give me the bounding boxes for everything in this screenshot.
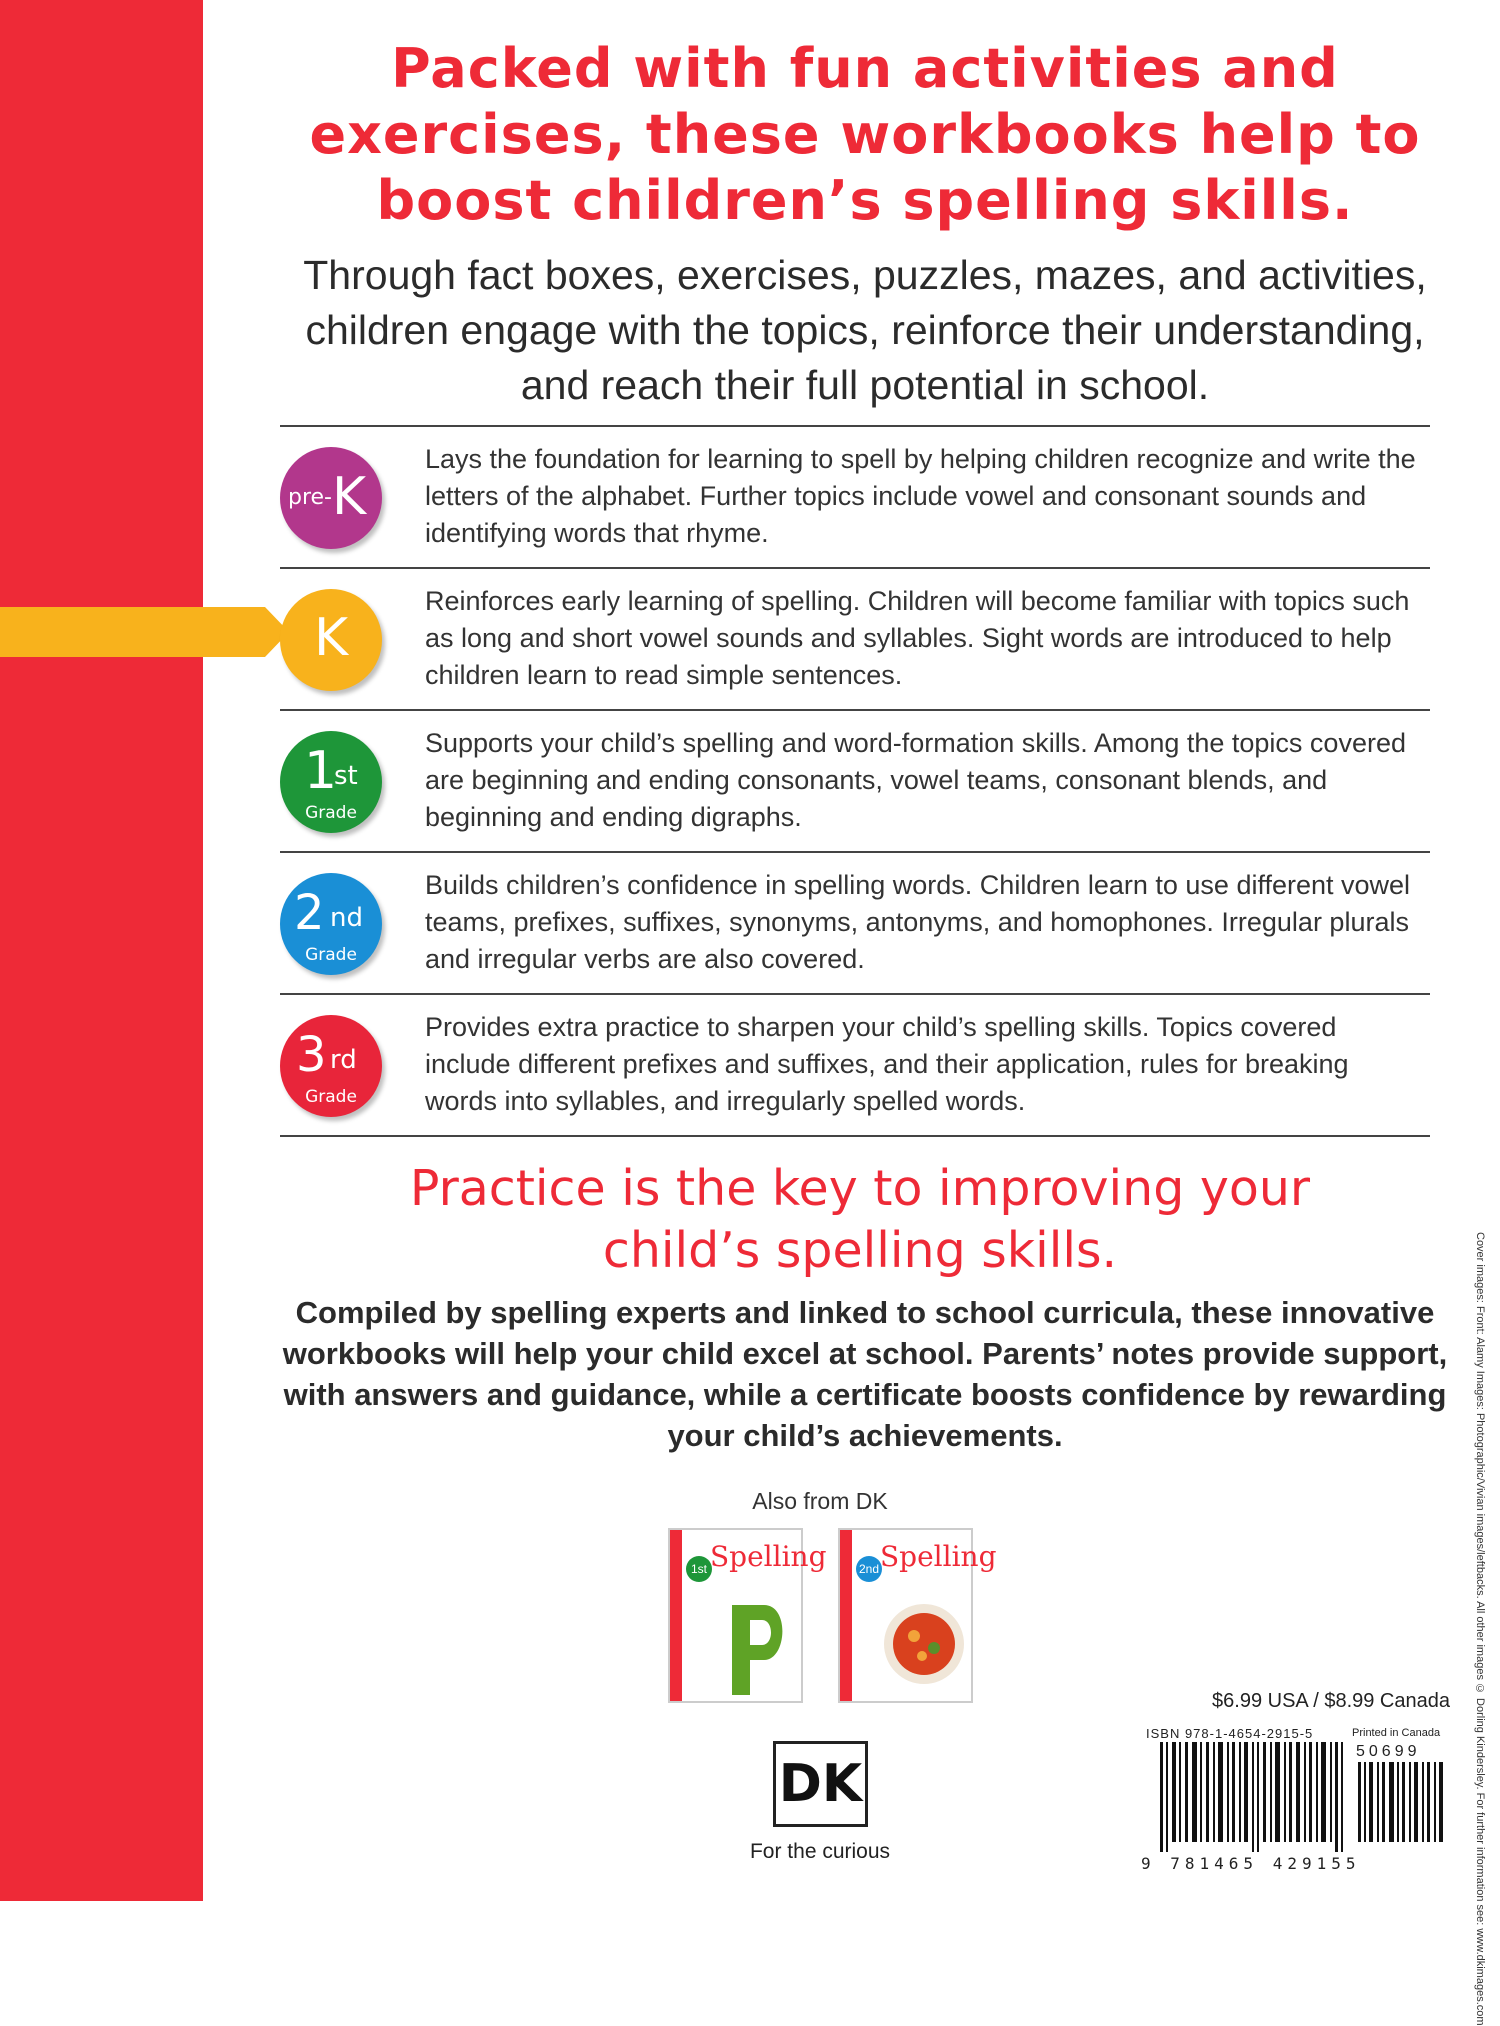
book-spine xyxy=(840,1530,852,1701)
practice-slogan: Practice is the key to improving your child’s spelling skills. xyxy=(409,1160,1311,1279)
grade-row-k xyxy=(280,569,1430,711)
grade-description: Provides extra practice to sharpen your child’s spelling skills. Topics covered include different prefixes and suffixes, and their application, rules for breaking words into syllables, and irregularly spelled words. xyxy=(425,1012,1349,1116)
isbn: ISBN 978-1-4654-2915-5 xyxy=(1146,1726,1314,1741)
badge-suffix: st xyxy=(334,761,358,791)
first-grade-badge xyxy=(280,731,382,833)
printed-in: Printed in Canada xyxy=(1352,1727,1441,1739)
badge-grade-label: Grade xyxy=(305,803,357,823)
price-code: 50699 xyxy=(1356,1743,1421,1760)
book-cover-2nd-grade xyxy=(838,1528,997,1703)
soup-bowl-image xyxy=(882,1602,966,1686)
book-badge: 1st xyxy=(686,1556,712,1582)
badge-number: 2 xyxy=(294,885,325,941)
badge-grade-label: Grade xyxy=(305,945,357,965)
grade-row-2nd xyxy=(280,853,1430,995)
grade-description: Reinforces early learning of spelling. Children will become familiar with topics such as long and short vowel sounds and syllables. Sight words are introduced to help children learn to read simple sentences. xyxy=(425,586,1410,690)
badge-number: 3 xyxy=(296,1027,327,1083)
compiled-paragraph: Compiled by spelling experts and linked to school curricula, these innovative workbooks will help your child excel at school. Parents’ notes provide support, with answers and guidance, while a certificate boosts confidence by rewarding your child’s achievements. xyxy=(282,1295,1448,1453)
third-grade-badge xyxy=(280,1015,382,1117)
badge-letter: K xyxy=(332,467,367,527)
pre-k-badge xyxy=(280,447,382,549)
grade-list xyxy=(280,425,1430,1137)
book-badge: 2nd xyxy=(856,1556,882,1582)
second-grade-badge xyxy=(280,873,382,975)
grade-description: Supports your child’s spelling and word-formation skills. Among the topics covered are beginning and ending consonants, vowel teams, consonant blends, and beginning and ending digraphs. xyxy=(425,728,1406,832)
grade-row-pre-k xyxy=(280,427,1430,569)
green-letter-p-image xyxy=(722,1600,792,1700)
price: $6.99 USA / $8.99 Canada xyxy=(1212,1690,1450,1712)
book-cover-1st-grade xyxy=(668,1528,827,1703)
barcode-number: 9 781465 429155 xyxy=(1141,1854,1361,1873)
book-title: Spelling xyxy=(880,1540,997,1573)
image-credits: Cover images: Front: Alamy Images: Photographic/Vivian images/leftbacks. All other images © Dorling Kindersley. For further information see: www.dkimages.com xyxy=(1474,1232,1486,2026)
yellow-tab-marker xyxy=(0,607,265,657)
badge-grade-label: Grade xyxy=(305,1087,357,1107)
badge-suffix: rd xyxy=(330,1045,357,1075)
badge-suffix: nd xyxy=(330,903,363,933)
k-badge xyxy=(280,589,382,691)
barcode xyxy=(1158,1742,1448,1852)
red-side-bar xyxy=(0,0,203,1901)
book-title: Spelling xyxy=(710,1540,827,1573)
badge-number: 1 xyxy=(304,741,338,801)
badge-letter: K xyxy=(313,608,349,668)
intro-paragraph: Through fact boxes, exercises, puzzles, mazes, and activities, children engage with the topics, reinforce their understanding, and reach their full potential in school. xyxy=(303,252,1427,408)
grade-description: Builds children’s confidence in spelling words. Children learn to use different vowel teams, prefixes, suffixes, synonyms, antonyms, and homophones. Irregular plurals and irregular verbs are also covered. xyxy=(425,870,1411,974)
book-spine xyxy=(670,1530,682,1701)
grade-row-3rd xyxy=(280,995,1430,1137)
grade-row-1st xyxy=(280,711,1430,853)
grade-description: Lays the foundation for learning to spell by helping children recognize and write the letters of the alphabet. Further topics include vowel and consonant sounds and identifying words that rhyme. xyxy=(425,444,1416,548)
headline: Packed with fun activities and exercises, these workbooks help to boost children’s spelling skills. xyxy=(309,37,1421,232)
badge-prefix: pre- xyxy=(288,485,332,510)
tagline: For the curious xyxy=(749,1840,891,1863)
dk-logo: DK xyxy=(773,1741,868,1827)
also-from-label: Also from DK xyxy=(752,1488,888,1514)
